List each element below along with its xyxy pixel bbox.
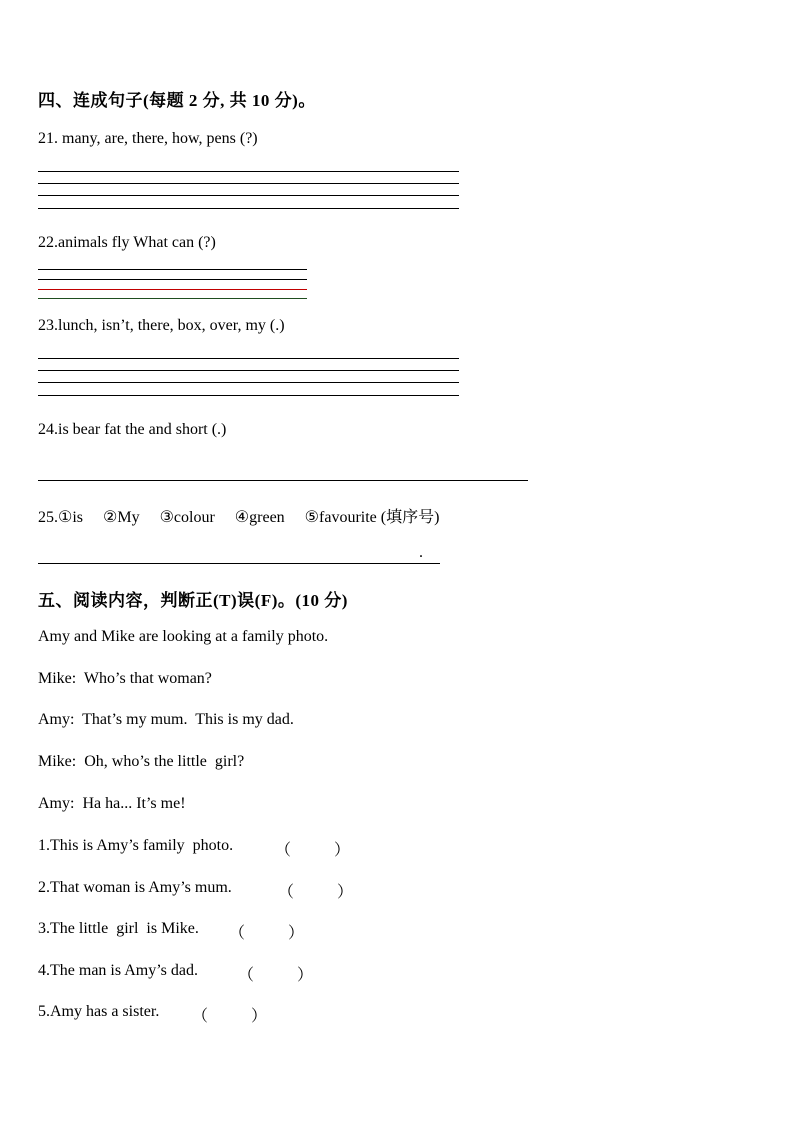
statement-4: 4.The man is Amy’s dad.	[38, 962, 198, 979]
answer-paren-close: ）	[288, 925, 305, 942]
writing-line	[38, 370, 459, 371]
answer-line-24[interactable]	[38, 480, 528, 481]
writing-line	[38, 171, 459, 172]
section-4-heading: 四、连成句子(每题 2 分, 共 10 分)。	[38, 91, 316, 110]
answer-line-25-period: .	[419, 544, 423, 561]
statement-2: 2.That woman is Amy’s mum.	[38, 879, 232, 896]
writing-line	[38, 395, 459, 396]
answer-paren-close: ）	[251, 1008, 268, 1025]
writing-line	[38, 269, 307, 270]
answer-paren-close: ）	[334, 842, 351, 859]
section-5-heading: 五、阅读内容，判断正(T)误(F)。(10 分)	[38, 591, 348, 610]
writing-line-green	[38, 298, 307, 299]
writing-line	[38, 208, 459, 209]
dialogue-line: Amy: That’s my mum. This is my dad.	[38, 711, 294, 728]
dialogue-line: Mike: Who’s that woman?	[38, 670, 212, 687]
statement-5: 5.Amy has a sister.	[38, 1003, 160, 1020]
answer-paren-open[interactable]: （	[278, 884, 295, 901]
question-23: 23.lunch, isn’t, there, box, over, my (.)	[38, 317, 285, 334]
answer-paren-close: ）	[297, 967, 314, 984]
answer-paren-open[interactable]: （	[192, 1008, 209, 1025]
writing-line-red	[38, 289, 307, 290]
question-21: 21. many, are, there, how, pens (?)	[38, 130, 258, 147]
question-24: 24.is bear fat the and short (.)	[38, 421, 227, 438]
dialogue-intro: Amy and Mike are looking at a family photo.	[38, 628, 329, 645]
answer-paren-close: ）	[337, 884, 354, 901]
dialogue-line: Mike: Oh, who’s the little girl?	[38, 753, 245, 770]
writing-line	[38, 183, 459, 184]
writing-line	[38, 195, 459, 196]
writing-line	[38, 279, 307, 280]
answer-paren-open[interactable]: （	[275, 842, 292, 859]
answer-line-25[interactable]	[38, 563, 440, 564]
statement-3: 3.The little girl is Mike.	[38, 920, 199, 937]
answer-paren-open[interactable]: （	[238, 967, 255, 984]
statement-1: 1.This is Amy’s family photo.	[38, 837, 234, 854]
dialogue-line: Amy: Ha ha... It’s me!	[38, 795, 186, 812]
writing-line	[38, 382, 459, 383]
question-25: 25.①is ②My ③colour ④green ⑤favourite (填序号)	[38, 509, 440, 526]
question-22: 22.animals fly What can (?)	[38, 234, 216, 251]
writing-line	[38, 358, 459, 359]
answer-paren-open[interactable]: （	[229, 925, 246, 942]
